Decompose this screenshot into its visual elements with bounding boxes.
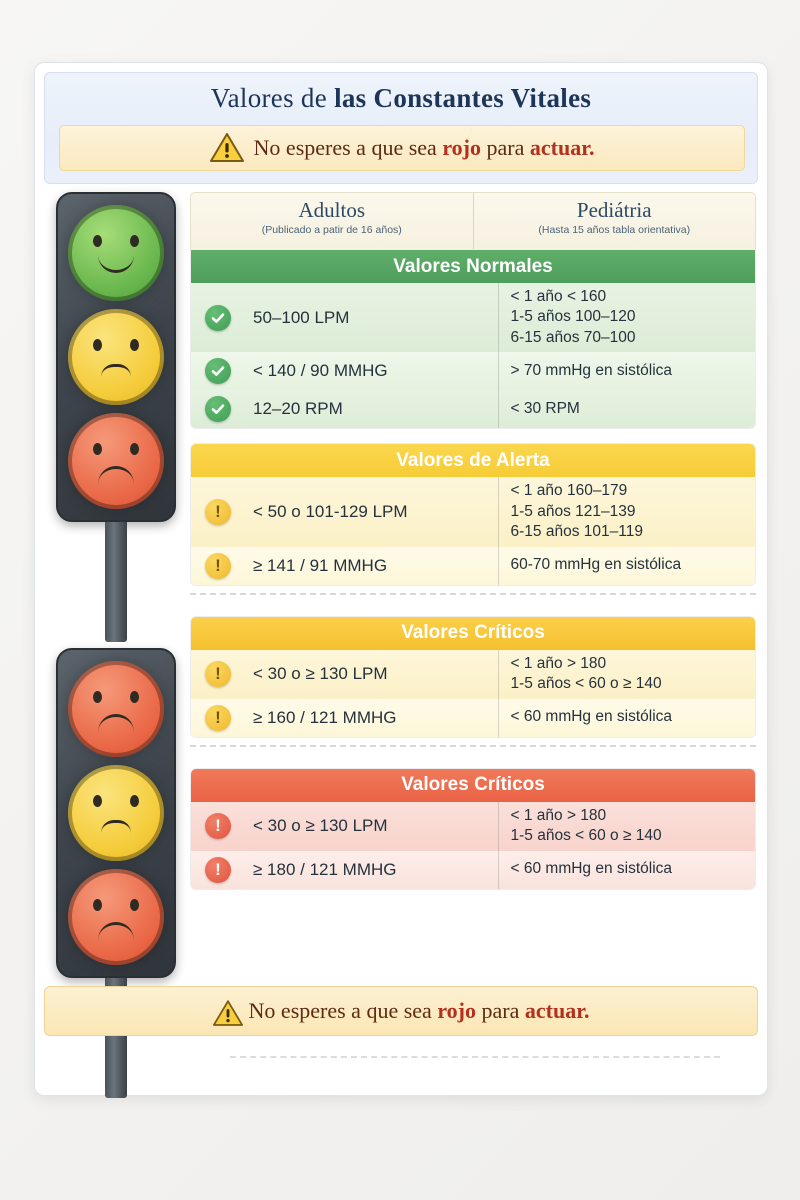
adult-value: ≥ 141 / 91 MMHG bbox=[253, 555, 388, 575]
table-row bbox=[191, 390, 755, 428]
adult-value: < 50 o 101-129 LPM bbox=[253, 502, 408, 522]
page-title-bold: las Constantes Vitales bbox=[334, 83, 592, 113]
alert-action-word: actuar. bbox=[524, 998, 590, 1023]
column-header-pediatrics-title: Pediátria bbox=[576, 198, 652, 222]
alert-red-word: rojo bbox=[437, 998, 477, 1023]
mouth-flat bbox=[101, 820, 131, 833]
alert-middle: para bbox=[481, 135, 530, 160]
ped-line: 1-5 años 121–139 bbox=[510, 502, 636, 520]
face-sad bbox=[81, 685, 151, 733]
row-status-icon bbox=[191, 477, 245, 546]
eye-left bbox=[93, 691, 102, 703]
alert-middle: para bbox=[476, 998, 525, 1023]
lamp-green-happy bbox=[68, 205, 164, 301]
traffic-light-housing bbox=[56, 192, 176, 522]
eye-left bbox=[93, 795, 102, 807]
warning-triangle-icon bbox=[210, 133, 244, 163]
footer-divider bbox=[230, 1056, 720, 1058]
mouth-frown bbox=[98, 466, 134, 485]
eye-left bbox=[93, 443, 102, 455]
column-header-pediatrics-subtitle: (Hasta 15 años tabla orientativa) bbox=[538, 224, 691, 236]
pediatric-value bbox=[498, 851, 756, 889]
ped-line: < 1 año > 180 bbox=[510, 654, 607, 672]
table-row bbox=[191, 477, 755, 546]
pediatric-value bbox=[498, 352, 756, 390]
ped-line: < 1 año 160–179 bbox=[510, 482, 628, 500]
lamp-yellow-neutral bbox=[68, 309, 164, 405]
lamp-red-sad-2 bbox=[68, 869, 164, 965]
pediatric-value bbox=[498, 650, 756, 699]
section-spacer bbox=[190, 429, 756, 443]
traffic-light-pole bbox=[105, 522, 127, 642]
check-icon bbox=[205, 358, 231, 384]
exclamation-icon: ! bbox=[205, 553, 231, 579]
check-icon bbox=[205, 396, 231, 422]
table-row bbox=[191, 699, 755, 737]
mouth-frown bbox=[98, 922, 134, 941]
table-row bbox=[191, 283, 755, 352]
exclamation-icon: ! bbox=[205, 661, 231, 687]
adult-value: < 140 / 90 MMHG bbox=[253, 361, 388, 381]
column-header-adults-title: Adultos bbox=[298, 198, 365, 222]
lamp-yellow-neutral bbox=[68, 765, 164, 861]
exclamation-icon: ! bbox=[205, 705, 231, 731]
ped-line: 6-15 años 101–119 bbox=[510, 523, 643, 541]
pediatric-value bbox=[498, 477, 756, 546]
adult-value: ≥ 180 / 121 MMHG bbox=[253, 859, 397, 879]
ped-line: < 60 mmHg en sistólica bbox=[510, 860, 673, 878]
page-title-light: Valores de bbox=[210, 83, 335, 113]
row-status-icon bbox=[191, 802, 245, 851]
eye-right bbox=[130, 691, 139, 703]
adult-value: ≥ 160 / 121 MMHG bbox=[253, 707, 397, 727]
row-status-icon bbox=[191, 699, 245, 737]
eye-right bbox=[130, 339, 139, 351]
section-valores-criticos-rojo bbox=[190, 768, 756, 890]
eye-right bbox=[130, 795, 139, 807]
table-row bbox=[191, 802, 755, 851]
alert-action-word: actuar. bbox=[529, 135, 595, 160]
eye-left bbox=[93, 235, 102, 247]
header-band bbox=[44, 72, 758, 184]
adult-value: 50–100 LPM bbox=[253, 307, 350, 327]
section-band-label: Valores de Alerta bbox=[191, 444, 755, 477]
ped-line: 1-5 años < 60 o ≥ 140 bbox=[510, 827, 662, 845]
mouth-frown bbox=[98, 714, 134, 733]
table-row bbox=[191, 547, 755, 585]
ped-line: > 70 mmHg en sistólica bbox=[510, 362, 673, 380]
mouth-flat bbox=[101, 364, 131, 377]
table-row bbox=[191, 352, 755, 390]
ped-line: 1-5 años 100–120 bbox=[510, 308, 636, 326]
row-status-icon bbox=[191, 352, 245, 390]
section-spacer bbox=[190, 602, 756, 616]
face-neutral bbox=[81, 333, 151, 381]
alert-prefix: No esperes a que sea bbox=[253, 135, 443, 160]
pediatric-value bbox=[498, 283, 756, 352]
section-divider bbox=[190, 745, 756, 747]
eye-left bbox=[93, 899, 102, 911]
pediatric-value bbox=[498, 547, 756, 585]
ped-line: 60-70 mmHg en sistólica bbox=[510, 556, 682, 574]
section-band-label: Valores Normales bbox=[191, 250, 755, 283]
section-band-label: Valores Críticos bbox=[191, 769, 755, 802]
ped-line: 6-15 años 70–100 bbox=[510, 328, 636, 346]
ped-line: < 30 RPM bbox=[510, 400, 580, 418]
adult-value: < 30 o ≥ 130 LPM bbox=[253, 816, 388, 836]
section-valores-criticos-ambar bbox=[190, 616, 756, 738]
row-status-icon bbox=[191, 283, 245, 352]
mouth-smile bbox=[98, 254, 134, 273]
header-alert-text bbox=[254, 135, 595, 161]
ped-line: < 1 año < 160 bbox=[510, 288, 607, 305]
row-status-icon bbox=[191, 851, 245, 889]
traffic-light-housing bbox=[56, 648, 176, 978]
exclamation-icon: ! bbox=[205, 499, 231, 525]
section-valores-normales bbox=[190, 249, 756, 429]
section-divider bbox=[190, 593, 756, 595]
row-status-icon bbox=[191, 390, 245, 428]
row-status-icon bbox=[191, 650, 245, 699]
ped-line: 1-5 años < 60 o ≥ 140 bbox=[510, 675, 662, 693]
lamp-red-sad bbox=[68, 413, 164, 509]
face-sad bbox=[81, 893, 151, 941]
warning-triangle-icon bbox=[213, 1000, 239, 1023]
face-neutral bbox=[81, 789, 151, 837]
page-title bbox=[45, 83, 757, 114]
eye-right bbox=[130, 443, 139, 455]
alert-prefix: No esperes a que sea bbox=[248, 998, 438, 1023]
section-band-label: Valores Críticos bbox=[191, 617, 755, 650]
column-header-pediatrics bbox=[474, 193, 756, 249]
traffic-light-top bbox=[56, 192, 176, 642]
ped-line: < 1 año > 180 bbox=[510, 806, 607, 824]
eye-right bbox=[130, 235, 139, 247]
footer-alert-banner bbox=[44, 986, 758, 1036]
column-header-adults bbox=[191, 193, 474, 249]
pediatric-value bbox=[498, 699, 756, 737]
column-header-adults-subtitle: (Publicado a patir de 16 años) bbox=[261, 224, 402, 236]
face-sad bbox=[81, 437, 151, 485]
check-icon bbox=[205, 305, 231, 331]
table-row bbox=[191, 650, 755, 699]
adult-value: 12–20 RPM bbox=[253, 399, 343, 419]
table-row bbox=[191, 851, 755, 889]
eye-left bbox=[93, 339, 102, 351]
table-column-headers bbox=[190, 192, 756, 249]
lamp-red-sad bbox=[68, 661, 164, 757]
eye-right bbox=[130, 899, 139, 911]
exclamation-icon: ! bbox=[205, 857, 231, 883]
footer-alert-text bbox=[249, 998, 590, 1024]
exclamation-icon: ! bbox=[205, 813, 231, 839]
pediatric-value bbox=[498, 390, 756, 428]
adult-value: < 30 o ≥ 130 LPM bbox=[253, 664, 388, 684]
section-valores-alerta bbox=[190, 443, 756, 585]
section-spacer bbox=[190, 754, 756, 768]
alert-red-word: rojo bbox=[442, 135, 482, 160]
face-happy bbox=[81, 229, 151, 277]
header-alert-banner bbox=[59, 125, 745, 171]
row-status-icon bbox=[191, 547, 245, 585]
ped-line: < 60 mmHg en sistólica bbox=[510, 708, 673, 726]
pediatric-value bbox=[498, 802, 756, 851]
vitals-table bbox=[190, 192, 756, 890]
